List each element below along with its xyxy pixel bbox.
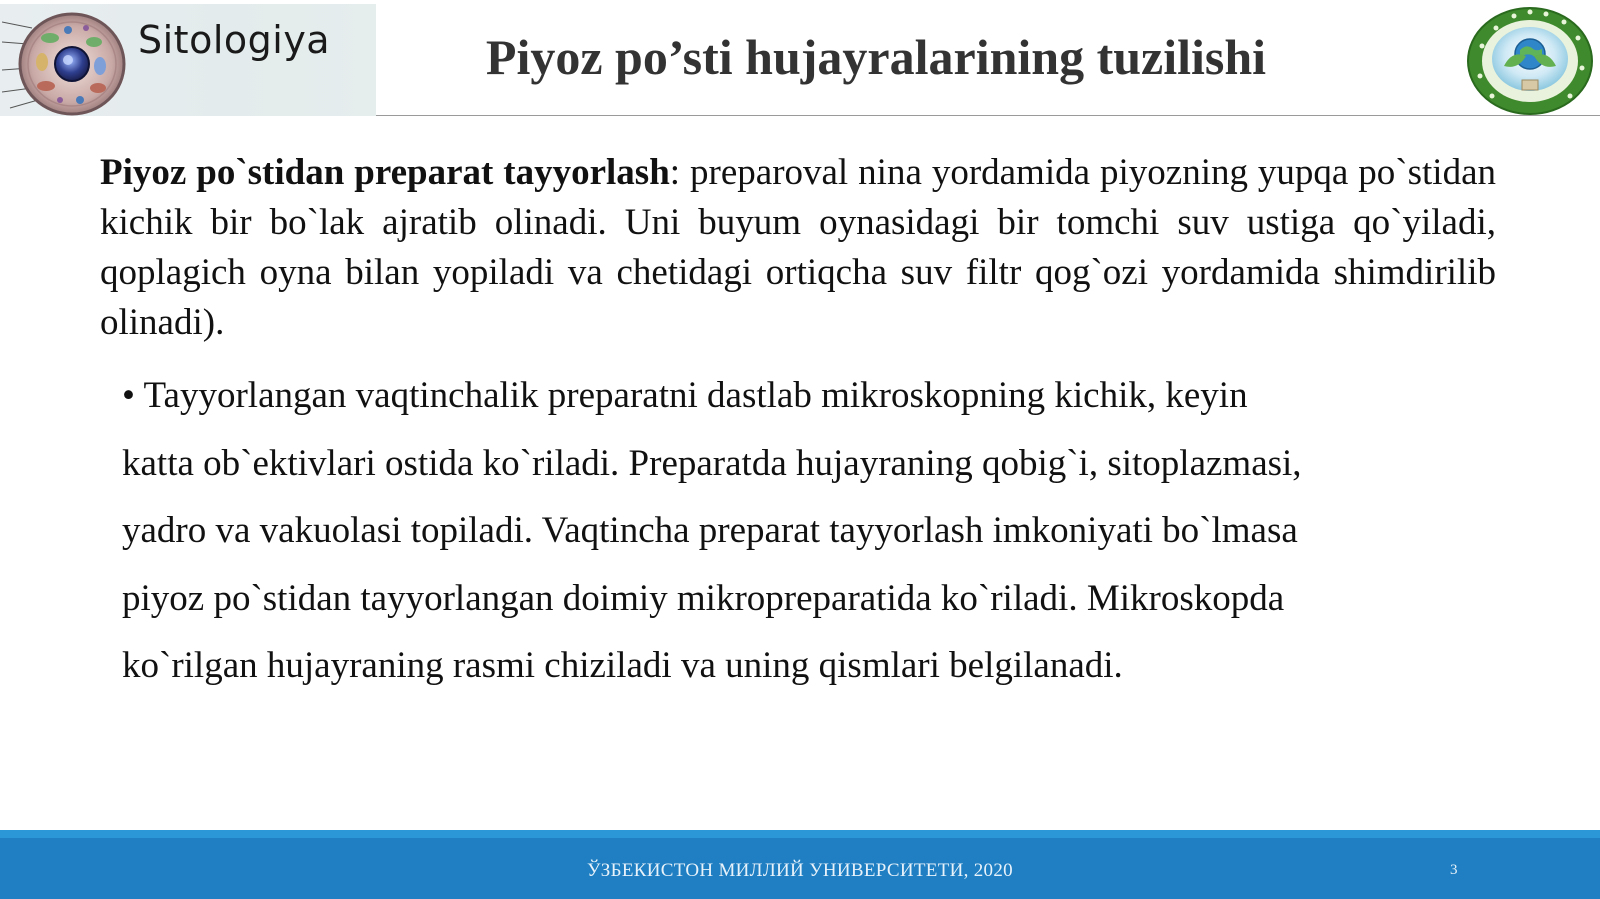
- paragraph-text: : preparoval nina yordamida piyozning yupqa po`stidan kichik bir bo`lak ajratib olinadi. Uni buyum oynasidagi bir tomchi suv ustiga qo`yiladi, qoplagich oyna bilan yopiladi va chetidagi ortiqcha suv filtr qog`ozi yordamida shimdirilib olinadi).: [100, 152, 1496, 343]
- paragraph-lead: Piyoz po`stidan preparat tayyorlash: [100, 152, 670, 193]
- header-divider: [376, 115, 1600, 116]
- biology-emblem-icon: [1466, 6, 1596, 116]
- brand-box: [0, 4, 376, 116]
- cell-illustration-icon: [2, 8, 130, 118]
- intro-paragraph: [100, 148, 1496, 348]
- bullet-line: • Tayyorlangan vaqtinchalik preparatni dastlab mikroskopning kichik, keyin: [122, 375, 1248, 416]
- page-number: 3: [1450, 862, 1458, 878]
- footer-bar: [0, 830, 1600, 899]
- slide-title: Piyoz po’sti hujayralarining tuzilishi: [485, 29, 1267, 85]
- brand-name: Sitologiya: [138, 18, 331, 62]
- bullet-line: ko`rilgan hujayraning rasmi chiziladi va uning qismlari belgilanadi.: [122, 645, 1123, 686]
- bullet-line: yadro va vakuolasi topiladi. Vaqtincha preparat tayyorlash imkoniyati bo`lmasa: [122, 510, 1298, 551]
- footer-text: ЎЗБЕКИСТОН МИЛЛИЙ УНИВЕРСИТЕТИ, 2020: [587, 860, 1013, 881]
- bullet-line: katta ob`ektivlari ostida ko`riladi. Preparatda hujayraning qobig`i, sitoplazmasi,: [122, 442, 1302, 484]
- bullet-block: [122, 362, 1502, 700]
- bullet-line: piyoz po`stidan tayyorlangan doimiy mikropreparatida ko`riladi. Mikroskopda: [122, 577, 1285, 619]
